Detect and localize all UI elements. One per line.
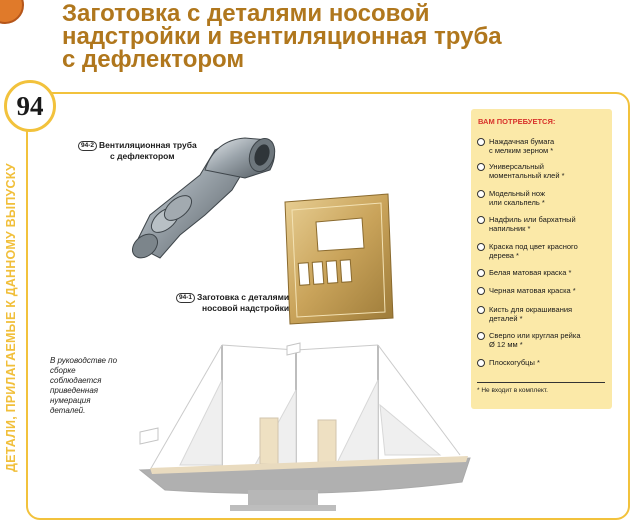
needs-item-line-1: Кисть для окрашивания [489, 305, 573, 314]
side-label: ДЕТАЛИ, ПРИЛАГАЕМЫЕ К ДАННОМУ ВЫПУСКУ [4, 163, 18, 473]
brass-sheet-image [285, 194, 393, 324]
radio-circle-icon[interactable] [477, 138, 485, 146]
needs-panel [471, 109, 612, 409]
needs-item-line-1: Сверло или круглая рейка [489, 331, 581, 340]
needs-item-line-2: дерева * [489, 250, 519, 260]
needs-item-line-2: с мелким зерном * [489, 145, 554, 155]
part-label-line-1: Заготовка с деталями [197, 292, 290, 302]
needs-item-line-1: Краска под цвет красного [489, 242, 578, 251]
ship-model-image [140, 343, 470, 511]
needs-divider [477, 382, 605, 383]
needs-item-line-2: напильник * [489, 223, 531, 233]
needs-item-line-1: Белая матовая краска * [489, 268, 572, 277]
part-number-badge: 94-1 [176, 293, 195, 303]
radio-circle-icon[interactable] [477, 216, 485, 224]
needs-item[interactable] [477, 306, 607, 323]
needs-item-line-1: Наждачная бумага [489, 137, 555, 146]
radio-circle-icon[interactable] [477, 359, 485, 367]
needs-item-line-1: Модельный нож [489, 189, 545, 198]
needs-item-line-1: Универсальный [489, 162, 544, 171]
needs-item[interactable] [477, 359, 607, 368]
part-label-line-2: с дефлектором [110, 151, 175, 161]
radio-circle-icon[interactable] [477, 332, 485, 340]
title-line-1: Заготовка с деталями носовой [62, 0, 430, 27]
radio-circle-icon[interactable] [477, 190, 485, 198]
part-number-badge: 94-2 [78, 141, 97, 151]
needs-item[interactable] [477, 163, 607, 180]
radio-circle-icon[interactable] [477, 243, 485, 251]
needs-item[interactable] [477, 332, 607, 349]
needs-item[interactable] [477, 287, 607, 296]
needs-item-line-2: моментальный клей * [489, 170, 565, 180]
issue-number-badge: 94 [4, 80, 56, 132]
part-callout-94-2 [78, 140, 197, 161]
needs-item[interactable] [477, 243, 607, 260]
part-label-line-1: Вентиляционная труба [99, 140, 197, 150]
needs-item-line-1: Надфиль или бархатный [489, 215, 576, 224]
part-callout-94-1 [176, 292, 289, 313]
needs-item[interactable] [477, 190, 607, 207]
needs-item[interactable] [477, 269, 607, 278]
title-line-3: с дефлектором [62, 46, 245, 73]
radio-circle-icon[interactable] [477, 306, 485, 314]
needs-item[interactable] [477, 138, 607, 155]
needs-item-line-2: деталей * [489, 313, 523, 323]
needs-item-line-1: Плоскогубцы * [489, 358, 540, 367]
needs-item[interactable] [477, 216, 607, 233]
title-line-2: надстройки и вентиляционная труба [62, 23, 502, 50]
needs-item-line-2: Ø 12 мм * [489, 339, 523, 349]
radio-circle-icon[interactable] [477, 269, 485, 277]
radio-circle-icon[interactable] [477, 163, 485, 171]
needs-item-line-2: или скальпель * [489, 197, 545, 207]
needs-item-line-1: Черная матовая краска * [489, 286, 576, 295]
needs-title: ВАМ ПОТРЕБУЕТСЯ: [478, 117, 556, 126]
needs-footnote: * Не входит в комплект. [477, 387, 548, 394]
guide-note: В руководстве по сборке соблюдается приведенная нумерация деталей. [50, 356, 118, 415]
part-label-line-2: носовой надстройки [202, 303, 290, 313]
radio-circle-icon[interactable] [477, 287, 485, 295]
